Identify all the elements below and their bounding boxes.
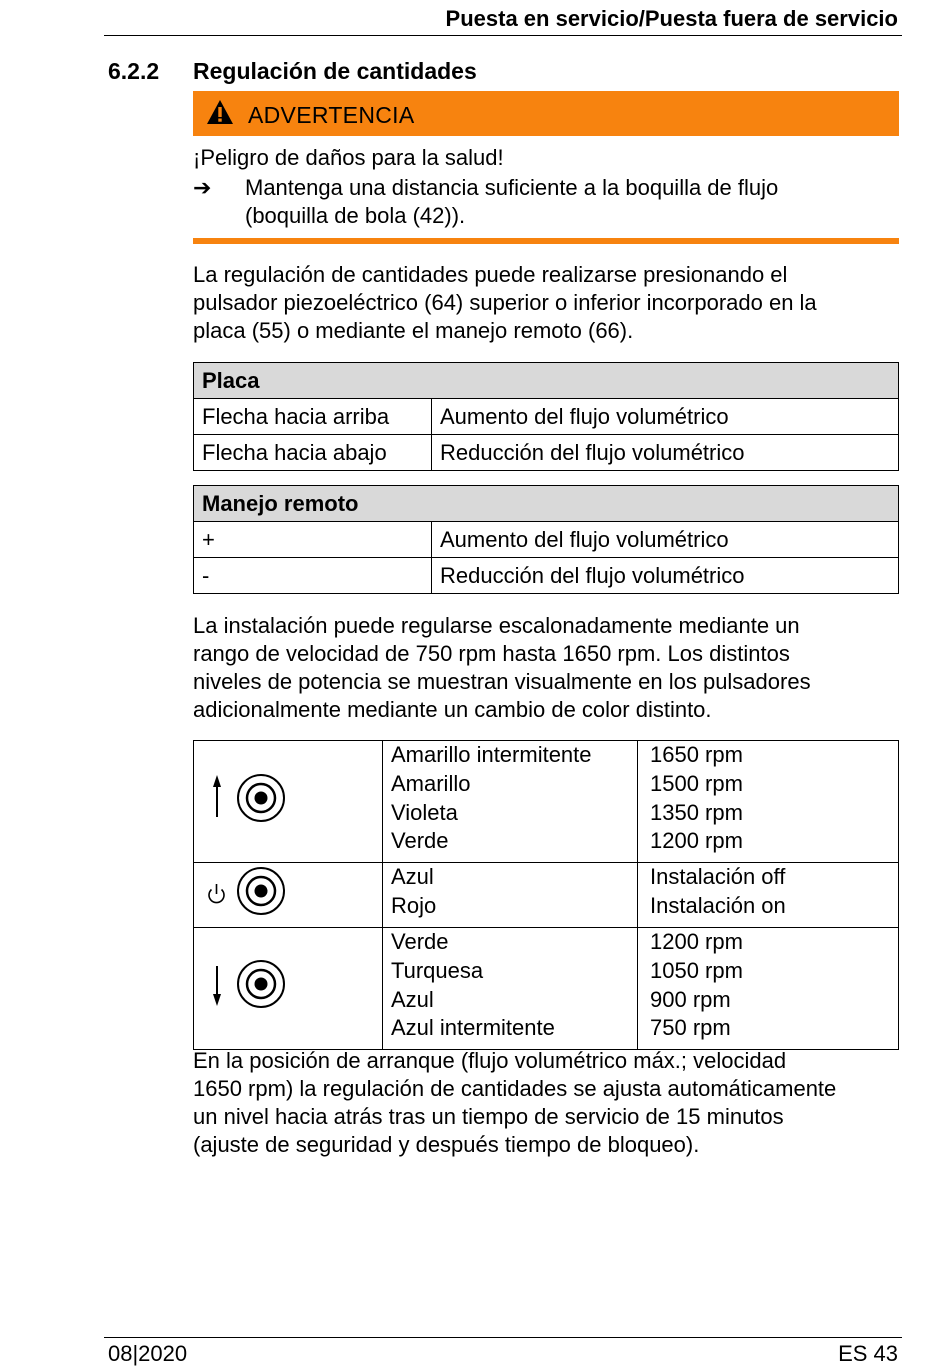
color-label: Azul [391, 864, 434, 889]
paragraph-line: En la posición de arranque (flujo volumétrico máx.; velocidad [193, 1048, 787, 1073]
section-title: Regulación de cantidades [193, 58, 477, 84]
footer-date: 08|2020 [108, 1341, 188, 1366]
paragraph-line: niveles de potencia se muestran visualmente en los pulsadores [193, 669, 811, 694]
speed-value: 1350 rpm [650, 799, 743, 825]
arrow-down-icon [194, 928, 382, 1043]
table-row [194, 741, 899, 863]
color-label: Rojo [391, 892, 437, 918]
start-position-paragraph [193, 1047, 836, 1159]
color-cell [383, 928, 638, 1050]
table-heading: Manejo remoto [194, 486, 899, 522]
color-label: Amarillo intermitente [391, 742, 592, 767]
running-header: Puesta en servicio/Puesta fuera de servicio [445, 6, 898, 31]
table-row [194, 435, 899, 471]
warning-instruction-line2: (boquilla de bola (42)). [245, 203, 466, 228]
table-cell: Reducción del flujo volumétrico [432, 558, 899, 594]
placa-table [193, 362, 899, 471]
table-heading: Placa [194, 363, 899, 399]
speed-value: 750 rpm [650, 1015, 731, 1041]
arrow-up-icon [194, 741, 382, 856]
table-row [194, 558, 899, 594]
paragraph-line: un nivel hacia atrás tras un tiempo de servicio de 15 minutos [193, 1104, 784, 1129]
color-cell [383, 741, 638, 863]
table-row [194, 863, 899, 928]
button-icon-cell [194, 928, 383, 1050]
color-label: Azul intermitente [391, 1015, 555, 1041]
paragraph-line: (ajuste de seguridad y después tiempo de bloqueo). [193, 1132, 700, 1157]
table-cell: Aumento del flujo volumétrico [432, 399, 899, 435]
table-cell: Flecha hacia abajo [194, 435, 432, 471]
table-cell: - [194, 558, 432, 594]
button-icon-cell [194, 741, 383, 863]
table-row [194, 928, 899, 1050]
color-label: Turquesa [391, 957, 484, 983]
warning-text: ¡Peligro de daños para la salud! [193, 145, 504, 170]
speed-value: 1200 rpm [650, 828, 743, 854]
table-row [194, 522, 899, 558]
warning-label: ADVERTENCIA [248, 102, 415, 128]
speed-value: Instalación on [650, 892, 786, 918]
speed-paragraph [193, 612, 811, 724]
color-label: Violeta [391, 799, 458, 825]
header-rule [104, 35, 902, 36]
paragraph-line: placa (55) o mediante el manejo remoto (66). [193, 318, 634, 343]
warning-triangle-icon [206, 99, 234, 125]
table-cell: + [194, 522, 432, 558]
table-cell: Reducción del flujo volumétrico [432, 435, 899, 471]
paragraph-line: adicionalmente mediante un cambio de color distinto. [193, 697, 712, 722]
speed-value: Instalación off [650, 864, 786, 889]
speed-value: 1050 rpm [650, 957, 743, 983]
speed-value: 1500 rpm [650, 770, 743, 796]
arrow-icon: ➔ [193, 175, 212, 200]
table-cell: Aumento del flujo volumétrico [432, 522, 899, 558]
color-label: Amarillo [391, 770, 471, 796]
warning-instruction-line1: Mantenga una distancia suficiente a la boquilla de flujo [245, 175, 779, 200]
page-number: ES 43 [838, 1341, 898, 1366]
speed-value: 900 rpm [650, 986, 731, 1012]
intro-paragraph [193, 261, 817, 345]
paragraph-line: pulsador piezoeléctrico (64) superior o inferior incorporado en la [193, 290, 817, 315]
power-icon [194, 863, 382, 921]
value-cell [638, 863, 899, 928]
table-row [194, 399, 899, 435]
color-label: Verde [391, 929, 449, 954]
color-cell [383, 863, 638, 928]
value-cell [638, 928, 899, 1050]
value-cell [638, 741, 899, 863]
paragraph-line: La instalación puede regularse escalonadamente mediante un [193, 613, 800, 638]
section-number: 6.2.2 [108, 58, 160, 84]
speed-value: 1650 rpm [650, 742, 743, 767]
speed-level-table [193, 740, 899, 1050]
warning-end-rule [193, 238, 899, 244]
paragraph-line: 1650 rpm) la regulación de cantidades se ajusta automáticamente [193, 1076, 837, 1101]
button-icon-cell [194, 863, 383, 928]
table-cell: Flecha hacia arriba [194, 399, 432, 435]
remote-control-table [193, 485, 899, 594]
speed-value: 1200 rpm [650, 929, 743, 954]
paragraph-line: La regulación de cantidades puede realizarse presionando el [193, 262, 788, 287]
footer-rule [104, 1337, 902, 1338]
paragraph-line: rango de velocidad de 750 rpm hasta 1650 rpm. Los distintos [193, 641, 790, 666]
color-label: Azul [391, 986, 434, 1012]
color-label: Verde [391, 828, 449, 854]
